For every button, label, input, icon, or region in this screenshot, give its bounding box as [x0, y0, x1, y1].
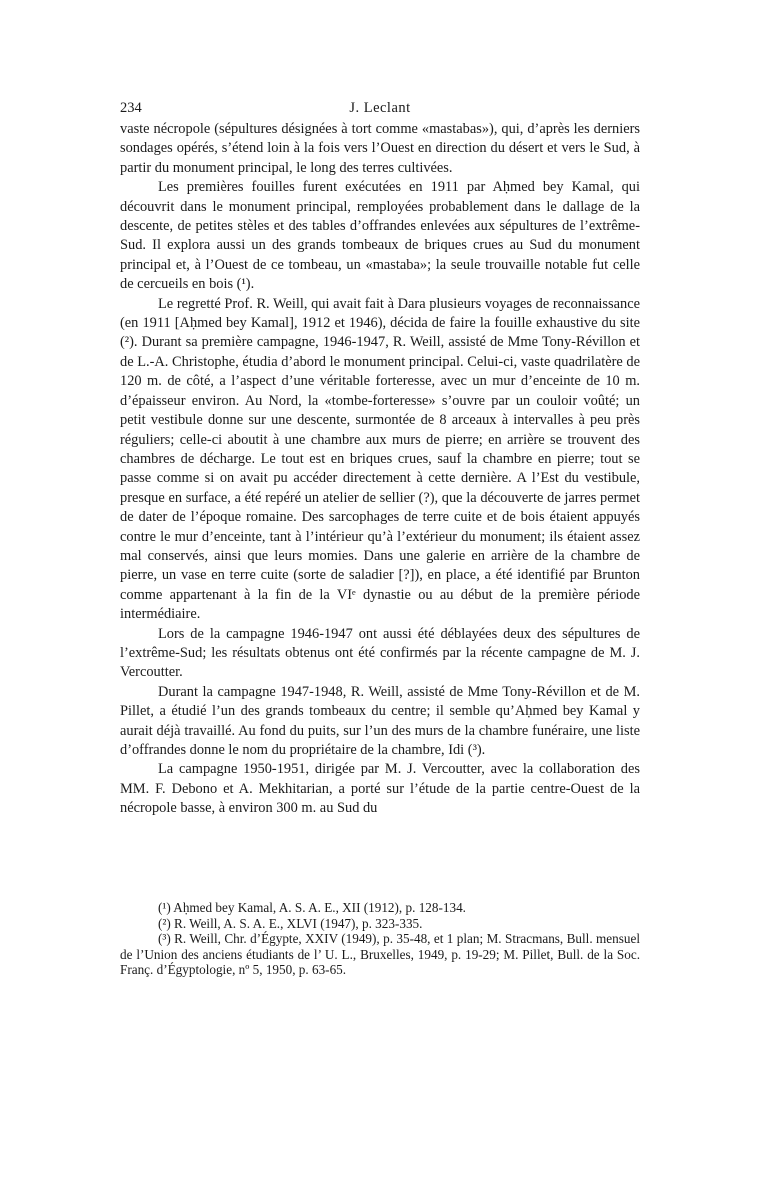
footnote: (³) R. Weill, Chr. d’Égypte, XXIV (1949), p. 35-48, et 1 plan; M. Stracmans, Bull. mensuel de l’Union des anciens étudiants de l’ U. L., Bruxelles, 1949, p. 19-29; M. Pillet, Bull. de la Soc. Franç. d’Égyptologie, nº 5, 1950, p. 63-65.: [120, 931, 640, 978]
running-header: [120, 100, 640, 120]
footnotes: [120, 900, 640, 978]
page-number: 234: [120, 100, 142, 116]
paragraph: La campagne 1950-1951, dirigée par M. J. Vercoutter, avec la collaboration des MM. F. Debono et A. Mekhitarian, a porté sur l’étude de la partie centre-Ouest de la nécropole basse, à environ 300 m. au Sud du: [120, 761, 640, 817]
paragraph: Durant la campagne 1947-1948, R. Weill, assisté de Mme Tony-Révillon et de M. Pillet, a étudié l’un des grands tombeaux du centre; il semble qu’Aḥmed bey Kamal y aurait déjà travaillé. Au fond du puits, sur l’un des murs de la chambre funéraire, une liste d’offrandes donne le nom du propriétaire de la chambre, Idi (³).: [120, 683, 640, 758]
paragraph: Lors de la campagne 1946-1947 ont aussi été déblayées deux des sépultures de l’extrême-Sud; les résultats obtenus ont été confirmés par la récente campagne de M. J. Vercoutter.: [120, 625, 640, 681]
paragraph: vaste nécropole (sépultures désignées à tort comme «mastabas»), qui, d’après les derniers sondages opérés, s’étend loin à la fois vers l’Ouest en direction du désert et vers le Sud, à partir du monument principal, le long des terres cultivées.: [120, 121, 640, 176]
footnote: (²) R. Weill, A. S. A. E., XLVI (1947), p. 323-335.: [158, 915, 423, 931]
running-title: J. Leclant: [349, 100, 411, 116]
footnote: (¹) Aḥmed bey Kamal, A. S. A. E., XII (1912), p. 128-134.: [158, 900, 466, 915]
paragraph: Le regretté Prof. R. Weill, qui avait fait à Dara plusieurs voyages de reconnaissance (en 1911 [Aḥmed bey Kamal], 1912 et 1946), décida de faire la fouille exhaustive du site (²). Durant sa première campagne, 1946-1947, R. Weill, assisté de Mme Tony-Révillon et de L.-A. Christophe, étudia d’abord le monument principal. Celui-ci, vaste quadrilatère de 120 m. de côté, a l’aspect d’une véritable forteresse, avec un mur d’enceinte de 10 m. d’épaisseur environ. Au Nord, la «tombe-forteresse» s’ouvre par un couloir voûté; un petit vestibule donne sur une descente, surmontée de 8 arceaux à intervalles à peu près réguliers; celle-ci aboutit à une chambre aux murs de pierre; en arrière se trouvent des chambres de décharge. Le tout est en briques crues, sauf la chambre en pierre; tout se passe comme si on avait pu accéder directement à cette dernière. A l’Est du vestibule, presque en surface, a été repéré un atelier de sellier (?), que la découverte de jarres permet de dater de l’époque romaine. Des sarcophages de terre cuite et de bois étaient appuyés contre le mur d’enceinte, tant à l’intérieur qu’à l’extérieur du monument; ils étaient assez mal conservés, ainsi que leurs momies. Dans une galerie en arrière de la chambre de pierre, un vase en terre cuite (sorte de saladier [?]), en place, a été identifié par Brunton comme appartenant à la fin de la VIᵉ dynastie ou au début de la première période intermédiaire.: [120, 295, 640, 623]
paragraph: Les premières fouilles furent exécutées en 1911 par Aḥmed bey Kamal, qui découvrit dans le monument principal, remployées probablement dans le dallage de la descente, de petites stèles et des tables d’offrandes enlevées aux sépultures de l’extrême-Sud. Il explora aussi un des grands tombeaux de briques crues au Sud du monument principal et, à l’Ouest de ce tombeau, un «mastaba»; la seule trouvaille notable fut celle de cercueils en bois (¹).: [120, 179, 640, 293]
main-text: [120, 120, 640, 819]
